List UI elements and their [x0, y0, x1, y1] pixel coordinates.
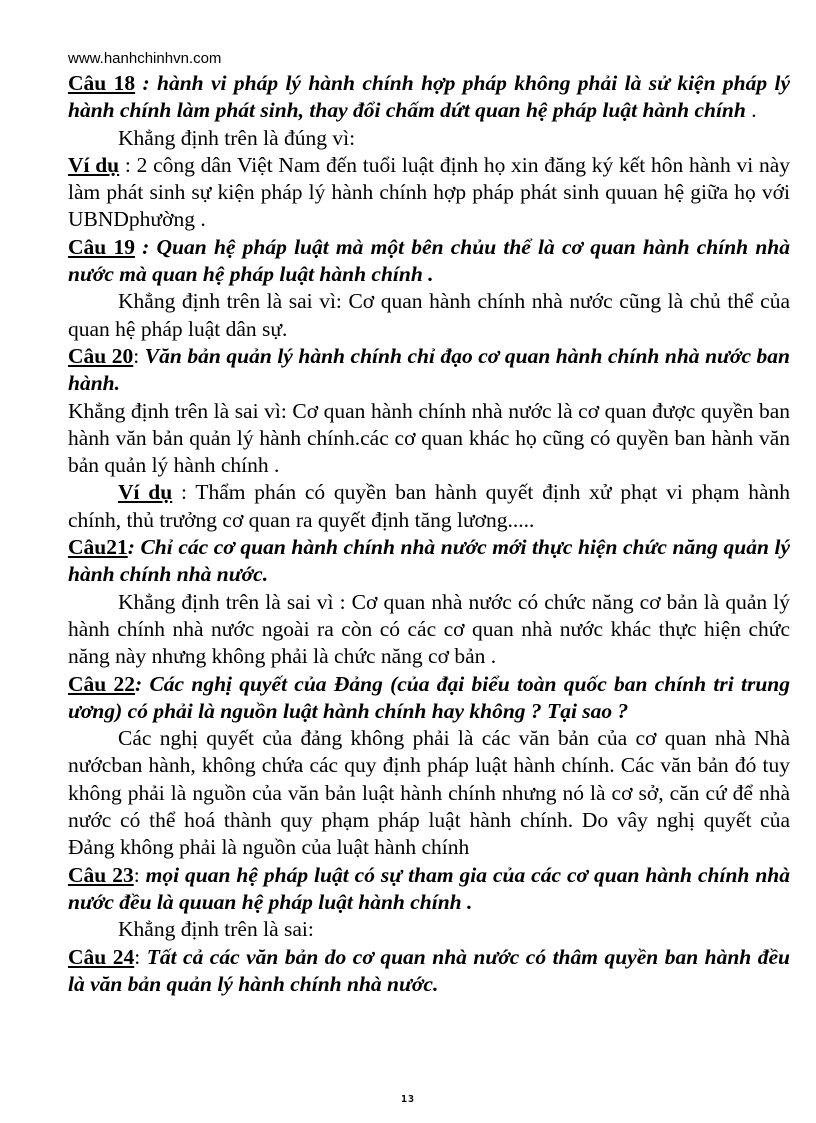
example-label: Ví dụ — [68, 152, 120, 177]
example-20 — [68, 479, 790, 534]
answer-19: Khẳng định trên là sai vì: Cơ quan hành chính nhà nước cũng là chủ thể của quan hệ pháp luật dân sự. — [68, 289, 790, 341]
question-label: Câu 22 — [68, 671, 136, 696]
example-label: Ví dụ — [118, 480, 173, 505]
question-text: : Các nghị quyết của Đảng (của đại biểu toàn quốc ban chính tri trung ương) có phải là nguồn luật hành chính hay không ? Tại sao ? — [68, 671, 790, 723]
question-separator: : — [134, 944, 147, 969]
document-page — [68, 48, 790, 998]
question-23 — [68, 862, 790, 917]
question-18 — [68, 70, 790, 125]
question-22 — [68, 671, 790, 726]
question-text: Văn bản quản lý hành chính chỉ đạo cơ quan hành chính nhà nước ban hành. — [68, 343, 791, 396]
answer-22: Các nghị quyết của đảng không phải là các văn bản của cơ quan nhà Nhà nướcban hành, không chứa các quy định pháp luật hành chính. Các văn bản đó tuy không phải là nguồn của văn bản luật hành chính nhưng nó là cơ sở, căn cứ để nhà nước có thể hoá thành quy phạm pháp luật hành chính. Do vây nghị quyết của Đảng không phải là nguồn của luật hành chính — [68, 726, 790, 860]
example-text: : 2 công dân Việt Nam đến tuổi luật định họ xin đăng ký kết hôn hành vi này làm phát sinh sự kiện pháp lý hành chính hợp pháp phát sinh quuan hệ giữa họ với UBNDphường . — [68, 152, 791, 232]
answer-20: Khẳng định trên là sai vì: Cơ quan hành chính nhà nước là cơ quan được quyền ban hành văn bản quản lý hành chính.các cơ quan khác họ cũng có quyền ban hành văn bản quản lý hành chính . — [68, 398, 790, 478]
question-separator: : — [133, 862, 146, 887]
page-number: 13 — [400, 1094, 416, 1105]
example-text: : Thẩm phán có quyền ban hành quyết định xử phạt vi phạm hành chính, thủ trưởng cơ quan ra quyết định tăng lương..... — [68, 480, 790, 532]
question-trail: . — [745, 98, 757, 123]
question-text: Tất cả các văn bản do cơ quan nhà nước có thâm quyền ban hành đều là văn bản quản lý hành chính nhà nước. — [68, 944, 790, 996]
question-label: Câu 23 — [68, 862, 134, 887]
site-url: www.hanhchinhvn.com — [68, 50, 222, 67]
answer-23: Khẳng định trên là sai: — [118, 917, 314, 942]
question-text: : Quan hệ pháp luật mà một bên chủu thể là cơ quan hành chính nhà nước mà quan hệ pháp luật hành chính . — [68, 234, 790, 287]
question-24 — [68, 944, 790, 999]
question-label: Câu 18 — [68, 71, 136, 95]
question-label: Câu 24 — [68, 944, 135, 969]
example-18 — [68, 152, 790, 234]
answer-21: Khẳng định trên là sai vì : Cơ quan nhà nước có chức năng cơ bản là quản lý hành chính nhà nước ngoài ra còn có các cơ quan nhà nước khác thực hiện chức năng này nhưng không phải là chức năng cơ bản . — [68, 589, 790, 669]
question-text: : hành vi pháp lý hành chính hợp pháp không phải là sử kiện pháp lý hành chính làm phát sinh, thay đổi chấm dứt quan hệ pháp luật hành chính — [68, 71, 791, 123]
question-label: Câu21 — [68, 535, 128, 560]
question-text: mọi quan hệ pháp luật có sự tham gia của các cơ quan hành chính nhà nước đều là quuan hệ pháp luật hành chính . — [68, 862, 790, 914]
question-20 — [68, 343, 790, 398]
question-separator: : — [133, 343, 145, 368]
answer-18: Khẳng định trên là đúng vì: — [118, 125, 356, 150]
question-19 — [68, 234, 790, 289]
question-21 — [68, 534, 790, 589]
question-label: Câu 20 — [68, 343, 134, 368]
question-text: : Chỉ các cơ quan hành chính nhà nước mới thực hiện chức năng quản lý hành chính nhà nước. — [68, 535, 790, 587]
question-label: Câu 19 — [68, 234, 135, 259]
